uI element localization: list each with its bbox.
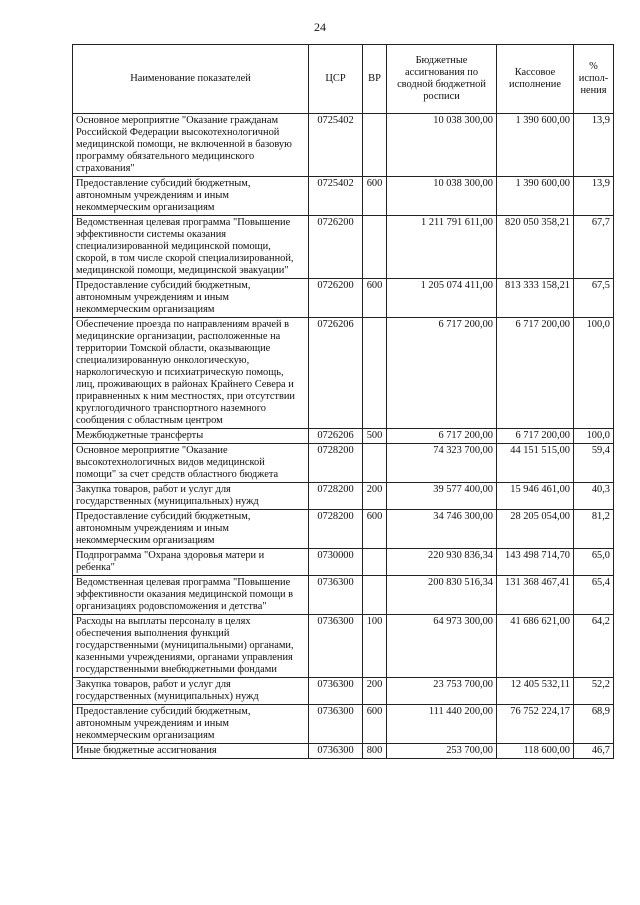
row-csr: 0736300	[309, 744, 363, 759]
row-execution: 143 498 714,70	[497, 549, 574, 576]
row-vr: 600	[363, 705, 387, 744]
row-vr	[363, 444, 387, 483]
header-csr: ЦСР	[309, 45, 363, 114]
row-csr: 0736300	[309, 576, 363, 615]
row-budget: 200 830 516,34	[387, 576, 497, 615]
row-csr: 0736300	[309, 705, 363, 744]
row-execution: 76 752 224,17	[497, 705, 574, 744]
row-budget: 1 211 791 611,00	[387, 216, 497, 279]
row-name: Закупка товаров, работ и услуг для государственных (муниципальных) нужд	[73, 678, 309, 705]
row-csr: 0726200	[309, 216, 363, 279]
row-execution: 118 600,00	[497, 744, 574, 759]
row-vr	[363, 549, 387, 576]
row-budget: 6 717 200,00	[387, 429, 497, 444]
row-percent: 64,2	[574, 615, 614, 678]
row-vr: 800	[363, 744, 387, 759]
row-percent: 100,0	[574, 429, 614, 444]
row-csr: 0726200	[309, 279, 363, 318]
table-row	[73, 429, 614, 444]
row-vr	[363, 576, 387, 615]
header-percent: % испол-нения	[574, 45, 614, 114]
header-budget: Бюджетные ассигнования по сводной бюджетной росписи	[387, 45, 497, 114]
row-csr: 0725402	[309, 114, 363, 177]
row-vr	[363, 114, 387, 177]
table-row	[73, 510, 614, 549]
row-vr: 200	[363, 483, 387, 510]
row-name: Ведомственная целевая программа "Повышение эффективности системы оказания специализированной медицинской помощи, скорой, в том числе скорой специализированной, медицинской помощи, медицинской эвакуации"	[73, 216, 309, 279]
row-percent: 65,4	[574, 576, 614, 615]
row-percent: 100,0	[574, 318, 614, 429]
row-percent: 65,0	[574, 549, 614, 576]
row-csr: 0728200	[309, 444, 363, 483]
table-row	[73, 114, 614, 177]
row-percent: 68,9	[574, 705, 614, 744]
row-budget: 10 038 300,00	[387, 114, 497, 177]
table-row	[73, 444, 614, 483]
row-percent: 67,7	[574, 216, 614, 279]
row-csr: 0726206	[309, 318, 363, 429]
row-budget: 34 746 300,00	[387, 510, 497, 549]
row-budget: 220 930 836,34	[387, 549, 497, 576]
row-csr: 0725402	[309, 177, 363, 216]
table-row	[73, 318, 614, 429]
row-name: Расходы на выплаты персоналу в целях обеспечения выполнения функций государственными (муниципальными) органами, казенными учреждениями, органами управления государственными внебюджетными фондами	[73, 615, 309, 678]
row-execution: 6 717 200,00	[497, 429, 574, 444]
table-row	[73, 744, 614, 759]
row-execution: 6 717 200,00	[497, 318, 574, 429]
row-budget: 253 700,00	[387, 744, 497, 759]
row-execution: 131 368 467,41	[497, 576, 574, 615]
row-vr	[363, 216, 387, 279]
row-execution: 12 405 532,11	[497, 678, 574, 705]
row-vr: 100	[363, 615, 387, 678]
row-execution: 15 946 461,00	[497, 483, 574, 510]
row-csr: 0726206	[309, 429, 363, 444]
header-name: Наименование показателей	[73, 45, 309, 114]
row-execution: 813 333 158,21	[497, 279, 574, 318]
row-execution: 1 390 600,00	[497, 114, 574, 177]
row-name: Основное мероприятие "Оказание гражданам Российской Федерации высокотехнологичной медицинской помощи, не включенной в базовую программу обязательного медицинского страхования"	[73, 114, 309, 177]
table-row	[73, 483, 614, 510]
table-row	[73, 678, 614, 705]
row-execution: 44 151 515,00	[497, 444, 574, 483]
row-vr: 200	[363, 678, 387, 705]
row-name: Основное мероприятие "Оказание высокотехнологичных видов медицинской помощи" за счет средств областного бюджета	[73, 444, 309, 483]
header-vr: ВР	[363, 45, 387, 114]
row-execution: 820 050 358,21	[497, 216, 574, 279]
budget-execution-table	[72, 44, 614, 759]
row-vr: 600	[363, 510, 387, 549]
row-vr: 600	[363, 177, 387, 216]
row-percent: 81,2	[574, 510, 614, 549]
row-vr: 500	[363, 429, 387, 444]
row-name: Предоставление субсидий бюджетным, автономным учреждениям и иным некоммерческим организациям	[73, 279, 309, 318]
row-percent: 59,4	[574, 444, 614, 483]
table-row	[73, 177, 614, 216]
row-name: Обеспечение проезда по направлениям врачей в медицинские организации, расположенные на территории Томской области, оказывающие специализированную онкологическую, наркологическую и психиатрическую помощь, лиц, проживающих в районах Крайнего Севера и приравненных к ним местностях, при отсутствии круглогодичного транспортного наземного сообщения с областным центром	[73, 318, 309, 429]
row-percent: 46,7	[574, 744, 614, 759]
row-budget: 39 577 400,00	[387, 483, 497, 510]
row-budget: 74 323 700,00	[387, 444, 497, 483]
table-row	[73, 615, 614, 678]
row-name: Предоставление субсидий бюджетным, автономным учреждениям и иным некоммерческим организациям	[73, 510, 309, 549]
header-execution: Кассовое исполнение	[497, 45, 574, 114]
row-budget: 1 205 074 411,00	[387, 279, 497, 318]
row-name: Иные бюджетные ассигнования	[73, 744, 309, 759]
row-percent: 67,5	[574, 279, 614, 318]
row-execution: 1 390 600,00	[497, 177, 574, 216]
row-budget: 23 753 700,00	[387, 678, 497, 705]
page-number: 24	[314, 20, 326, 34]
row-execution: 41 686 621,00	[497, 615, 574, 678]
table-row	[73, 279, 614, 318]
table-row	[73, 216, 614, 279]
row-budget: 64 973 300,00	[387, 615, 497, 678]
row-csr: 0730000	[309, 549, 363, 576]
row-csr: 0728200	[309, 510, 363, 549]
row-name: Подпрограмма "Охрана здоровья матери и ребенка"	[73, 549, 309, 576]
table-row	[73, 576, 614, 615]
table-row	[73, 705, 614, 744]
row-budget: 6 717 200,00	[387, 318, 497, 429]
row-percent: 13,9	[574, 177, 614, 216]
row-budget: 10 038 300,00	[387, 177, 497, 216]
row-vr: 600	[363, 279, 387, 318]
row-execution: 28 205 054,00	[497, 510, 574, 549]
table-header-row	[73, 45, 614, 114]
row-percent: 52,2	[574, 678, 614, 705]
table-row	[73, 549, 614, 576]
row-name: Межбюджетные трансферты	[73, 429, 309, 444]
row-csr: 0736300	[309, 615, 363, 678]
row-percent: 40,3	[574, 483, 614, 510]
row-csr: 0736300	[309, 678, 363, 705]
row-name: Закупка товаров, работ и услуг для государственных (муниципальных) нужд	[73, 483, 309, 510]
row-budget: 111 440 200,00	[387, 705, 497, 744]
row-name: Предоставление субсидий бюджетным, автономным учреждениям и иным некоммерческим организациям	[73, 177, 309, 216]
row-name: Ведомственная целевая программа "Повышение эффективности оказания медицинской помощи в организациях родовспоможения и детства"	[73, 576, 309, 615]
row-name: Предоставление субсидий бюджетным, автономным учреждениям и иным некоммерческим организациям	[73, 705, 309, 744]
row-csr: 0728200	[309, 483, 363, 510]
row-vr	[363, 318, 387, 429]
row-percent: 13,9	[574, 114, 614, 177]
